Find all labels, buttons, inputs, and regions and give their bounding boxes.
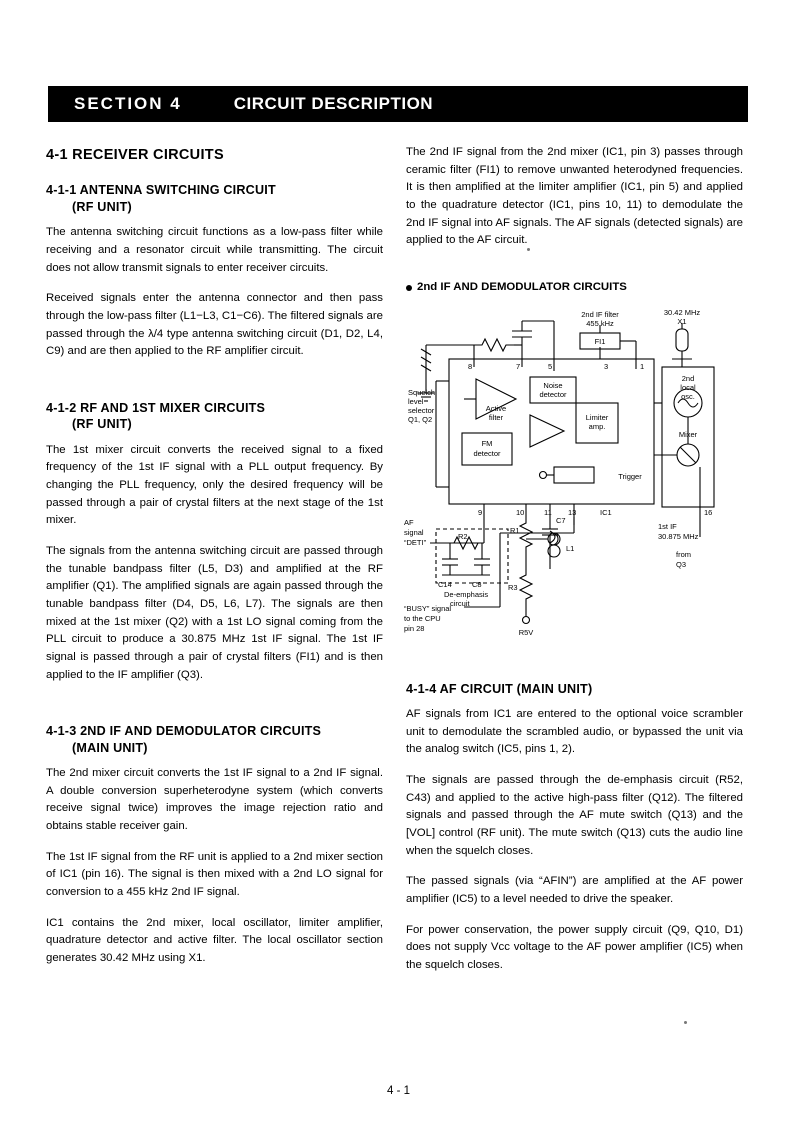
- heading-antenna-switching-line2: (RF UNIT): [72, 199, 132, 214]
- bullet-dot-icon: [406, 285, 412, 291]
- label-local-osc-l3: osc.: [681, 391, 695, 401]
- label-pin-5: 5: [548, 361, 553, 371]
- label-pin-16: 16: [704, 507, 713, 517]
- label-limiter-l1: Limiter: [585, 412, 609, 422]
- page-speck-2: [684, 1021, 687, 1024]
- paragraph-antenna-1: The antenna switching circuit functions as a low-pass filter while receiving and a resonator circuit while transmitting. The circuit does not allow transmit signals to enter receiver circuits.: [46, 226, 383, 274]
- label-active-filter-l2: filter: [488, 412, 504, 422]
- heading-2nd-if-demodulator: [46, 723, 383, 756]
- paragraph-af-2: The signals are passed through the de-emphasis circuit (R52, C43) and applied to the active high-pass filter (Q12). The filtered signals and passed through the AF mute switch (Q13) and the [VOL] control (RF unit). The mute switch (Q13) cuts the audio line when the squelch closes.: [406, 774, 743, 857]
- block-diagram-2nd-if-demodulator: [404, 307, 744, 657]
- label-pin-13: 13: [568, 507, 577, 517]
- label-fm-det-l1: FM: [481, 438, 493, 448]
- label-trigger: Trigger: [618, 471, 642, 481]
- left-column: [46, 144, 383, 981]
- label-deemph-l2: circuit: [450, 598, 470, 608]
- label-2nd-if-filter-line1: 2nd IF filter: [581, 309, 619, 319]
- label-l1: L1: [566, 543, 575, 553]
- label-af-signal-l1: AF: [404, 517, 414, 527]
- heading-2nd-if-line1: 4-1-3 2ND IF AND DEMODULATOR CIRCUITS: [46, 724, 322, 739]
- page-number: 4 - 1: [386, 1085, 410, 1097]
- label-local-osc-l2: local: [680, 382, 696, 392]
- label-pin-7: 7: [516, 361, 521, 371]
- label-pin-8: 8: [468, 361, 473, 371]
- heading-rf-first-mixer-line2: (RF UNIT): [72, 417, 132, 432]
- label-first-if-l1: 1st IF: [658, 521, 677, 531]
- paragraph-2ndif-3: IC1 contains the 2nd mixer, local oscillator, limiter amplifier, quadrature detector and active filter. The local oscillator section generates 30.42 MHz using X1.: [46, 916, 383, 965]
- label-x1-freq: 30.42 MHz: [663, 307, 701, 317]
- label-af-signal-l2: signal: [404, 527, 424, 537]
- paragraph-af-4: For power conservation, the power supply circuit (Q9, Q10, D1) does not supply Vcc voltage to the AF power amplifier (IC5) when the squelch closes.: [406, 923, 743, 972]
- label-noise-det-l2: detector: [539, 389, 567, 399]
- label-busy-l2: to the CPU: [404, 613, 441, 623]
- label-squelch-l2: level: [408, 396, 424, 406]
- paragraph-mixer-2: The signals from the antenna switching circuit are passed through the tunable bandpass filter (L5, D3) and amplified at the RF amplifier (Q1). The amplified signals are again passed through the tunable bandpass filter (D4, D5, L6, L7). The signals are then mixed at the 1st mixer (Q2) with a 1st LO signal coming from the PLL circuit to produce a 30.875 MHz 1st IF signal. The 1st IF signal is passed through a pair of crystal filters (FI1) and is then applied to the IF amplifier (Q3).: [46, 544, 383, 681]
- label-2nd-if-filter-line2: 455 kHz: [586, 318, 614, 328]
- label-r5v: R5V: [518, 627, 534, 637]
- page-footer: [0, 1085, 797, 1097]
- label-busy-l1: “BUSY” signal: [404, 603, 452, 613]
- heading-rf-first-mixer-line1: 4-1-2 RF AND 1ST MIXER CIRCUITS: [46, 400, 266, 415]
- label-fi1: FI1: [594, 336, 606, 346]
- paragraph-af-3: The passed signals (via “AFIN”) are amplified at the AF power amplifier (IC5) to a level needed to drive the speaker.: [406, 875, 743, 906]
- label-c7: C7: [556, 515, 566, 525]
- heading-receiver-circuits: 4-1 RECEIVER CIRCUITS: [46, 147, 224, 163]
- heading-antenna-switching-circuit: [46, 182, 383, 215]
- page-speck: [527, 248, 530, 251]
- paragraph-mixer-1: The 1st mixer circuit converts the received signal to a fixed frequency of the 1st IF signal with a PLL output frequency. By changing the PLL frequency, only the desired frequency will be passed through a pair of crystal filters at the next stage of the 1st mixer.: [46, 443, 383, 527]
- section-header-bar: [48, 86, 748, 122]
- label-c14: C14: [438, 579, 452, 589]
- heading-2nd-if-line2: (MAIN UNIT): [72, 740, 148, 755]
- paragraph-2ndif-1: The 2nd mixer circuit converts the 1st IF signal to a 2nd IF signal. A double conversion superheterodyne system (which converts receive signal twice) improves the image rejection ratio and obtains stable receiver gain.: [46, 767, 383, 833]
- section-number: SECTION 4: [74, 94, 182, 113]
- label-pin-11: 11: [544, 507, 552, 517]
- label-first-if-l2: 30.875 MHz: [658, 531, 699, 541]
- paragraph-right-1: The 2nd IF signal from the 2nd mixer (IC1, pin 3) passes through ceramic filter (FI1) to remove unwanted heterodyned frequencies. It is then amplified at the limiter amplifier (IC1, pin 5) and applied to the quadrature detector (IC1, pins 10, 11) to demodulate the 2nd IF signal into AF signals. The AF signals (detected signals) are applied to the AF circuit.: [406, 146, 743, 247]
- label-local-osc-l1: 2nd: [681, 373, 695, 383]
- paragraph-2ndif-2: The 1st IF signal from the RF unit is applied to a 2nd mixer section of IC1 (pin 16). The signal is then mixed with a 2nd LO signal for conversion to a 455 kHz 2nd IF signal.: [46, 850, 383, 899]
- label-from-q3-l1: from: [676, 549, 691, 559]
- paragraph-af-1: AF signals from IC1 are entered to the optional voice scrambler unit to demodulate the scrambled audio, or bypassed the unit via the analog switch (IC5, pins 1, 2).: [406, 708, 743, 756]
- label-pin-9: 9: [478, 507, 483, 517]
- label-from-q3-l2: Q3: [676, 559, 687, 569]
- label-ic1: IC1: [600, 507, 612, 517]
- diagram-caption: [406, 279, 743, 297]
- label-limiter-l2: amp.: [588, 421, 606, 431]
- label-r3: R3: [508, 582, 518, 592]
- heading-af-circuit: 4-1-4 AF CIRCUIT (MAIN UNIT): [406, 681, 593, 696]
- label-squelch-l3: selector: [408, 405, 435, 415]
- label-fm-det-l2: detector: [473, 448, 501, 458]
- label-r1: R1: [510, 525, 520, 535]
- label-pin-10: 10: [516, 507, 525, 517]
- right-column: [406, 144, 743, 988]
- label-r2: R2: [458, 531, 468, 541]
- heading-rf-first-mixer: [46, 400, 383, 433]
- label-af-signal-l3: “DETI”: [404, 537, 427, 547]
- label-pin-3: 3: [604, 361, 609, 371]
- label-squelch-l4: Q1, Q2: [408, 414, 433, 424]
- label-noise-det-l1: Noise: [543, 380, 563, 390]
- label-pin-1: 1: [640, 361, 645, 371]
- diagram-caption-text: 2nd IF AND DEMODULATOR CIRCUITS: [417, 281, 627, 294]
- label-x1: X1: [677, 316, 687, 326]
- label-deemph-l1: De-emphasis: [444, 589, 489, 599]
- heading-antenna-switching-line1: 4-1-1 ANTENNA SWITCHING CIRCUIT: [46, 183, 276, 198]
- label-active-filter-l1: Active: [485, 403, 507, 413]
- label-mixer: Mixer: [678, 429, 698, 439]
- label-busy-l3: pin 28: [404, 623, 425, 633]
- section-title: CIRCUIT DESCRIPTION: [233, 94, 434, 113]
- paragraph-antenna-2: Received signals enter the antenna connector and then pass through the low-pass filter (L1−L3, C1−C6). The filtered signals are passed through the λ/4 type antenna switching circuit (D1, D2, L4, C9) and are then applied to the RF amplifier circuit.: [46, 292, 383, 358]
- label-c8: C8: [472, 579, 482, 589]
- label-squelch-l1: Squelch: [408, 387, 436, 397]
